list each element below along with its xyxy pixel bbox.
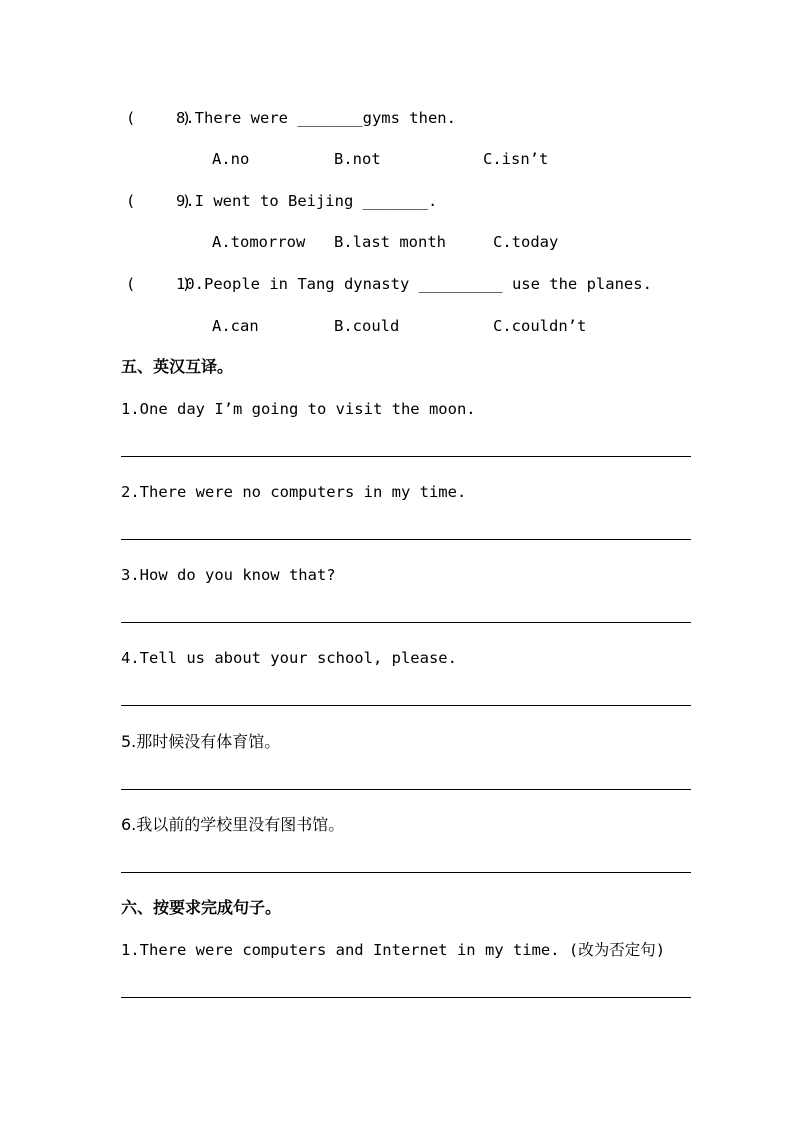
question-8-text: 8.There were _______gyms then. (176, 109, 456, 127)
translate-item-5: 5.那时候没有体育馆。 (121, 732, 281, 751)
question-9-text: 9.I went to Beijing _______. (176, 192, 438, 210)
translate-item-2: 2.There were no computers in my time. (121, 483, 467, 501)
answer-line-7[interactable] (121, 997, 691, 998)
answer-paren-8[interactable]: ( ) (126, 109, 192, 127)
q8-option-b[interactable]: B.not (334, 150, 381, 168)
q10-option-c[interactable]: C.couldn’t (493, 317, 587, 335)
translate-item-6: 6.我以前的学校里没有图书馆。 (121, 815, 345, 834)
section-5-heading: 五、英汉互译。 (121, 357, 234, 376)
rewrite-item-1: 1.There were computers and Internet in my time. (改为否定句) (121, 941, 666, 959)
answer-line-4[interactable] (121, 705, 691, 706)
answer-line-3[interactable] (121, 622, 691, 623)
translate-item-3: 3.How do you know that? (121, 566, 336, 584)
translate-item-1: 1.One day I’m going to visit the moon. (121, 400, 476, 418)
answer-line-5[interactable] (121, 789, 691, 790)
q10-option-b[interactable]: B.could (334, 317, 400, 335)
question-10-text: 10.People in Tang dynasty _________ use the planes. (176, 275, 652, 293)
answer-paren-10[interactable]: ( ) (126, 275, 192, 293)
translate-item-4: 4.Tell us about your school, please. (121, 649, 457, 667)
answer-line-1[interactable] (121, 456, 691, 457)
answer-paren-9[interactable]: ( ) (126, 192, 192, 210)
answer-line-2[interactable] (121, 539, 691, 540)
q9-option-b[interactable]: B.last month (334, 233, 446, 251)
q9-option-c[interactable]: C.today (493, 233, 559, 251)
section-6-heading: 六、按要求完成句子。 (121, 898, 282, 917)
answer-line-6[interactable] (121, 872, 691, 873)
q9-option-a[interactable]: A.tomorrow (212, 233, 306, 251)
q10-option-a[interactable]: A.can (212, 317, 259, 335)
q8-option-c[interactable]: C.isn’t (483, 150, 549, 168)
q8-option-a[interactable]: A.no (212, 150, 250, 168)
